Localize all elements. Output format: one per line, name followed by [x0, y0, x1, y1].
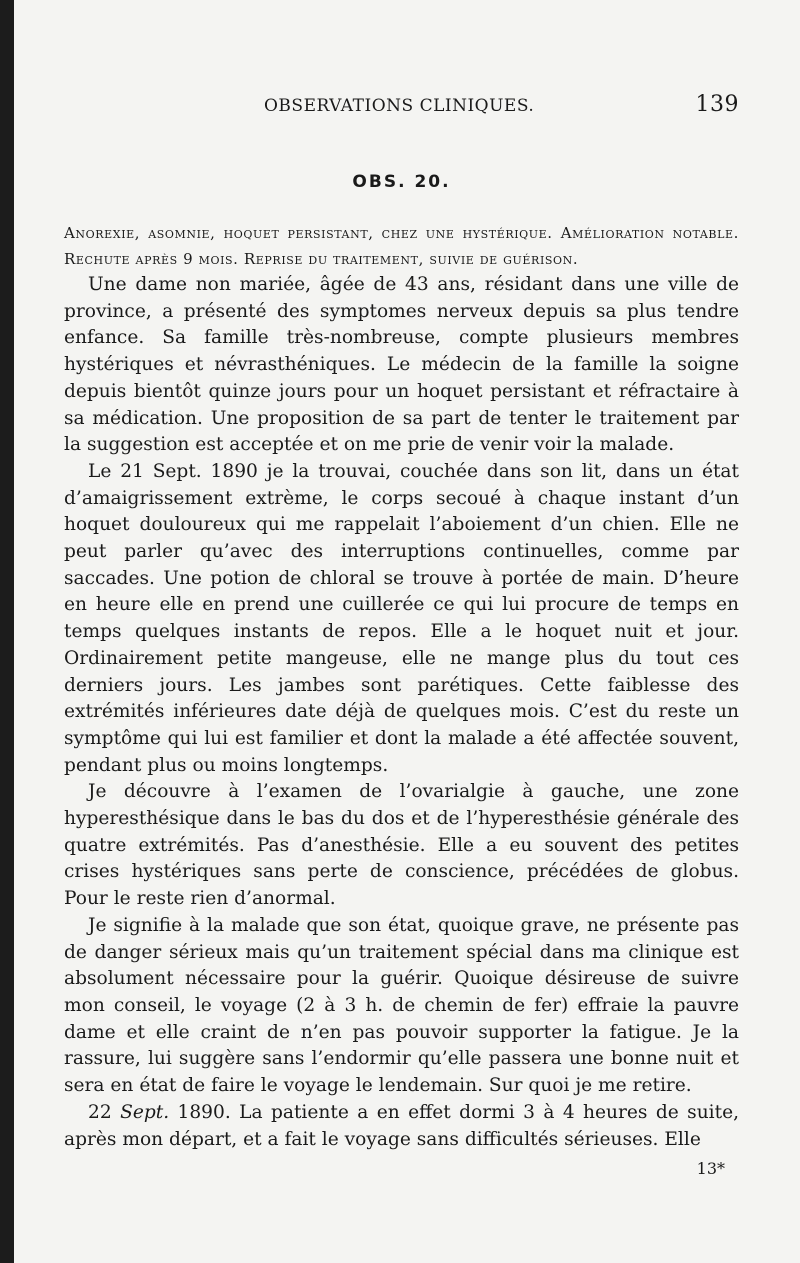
body-paragraph: Une dame non mariée, âgée de 43 ans, résidant dans une ville de province, a présenté des symptomes nerveux depuis sa plus tendre enfance. Sa famille très-nombreuse, compte plusieurs membres hystériques et névrasthéniques. Le médecin de la famille la soigne depuis bientôt quinze jours pour un hoquet persistant et réfractaire à sa médication. Une proposition de sa part de tenter le traitement par la suggestion est acceptée et on me prie de venir voir la malade. — [64, 274, 739, 456]
body-paragraph-dated — [64, 1100, 739, 1153]
observation-number: OBS. 20. — [352, 172, 451, 192]
observation-summary: Anorexie, asomnie, hoquet persistant, chez une hystérique. Amélioration notable. Rechute après 9 mois. Reprise du traitement, suivie de guérison. — [64, 224, 739, 268]
entry-month: Sept. — [120, 1101, 170, 1123]
page-content — [64, 88, 739, 1178]
book-page — [14, 0, 800, 1263]
page-number: 139 — [695, 92, 739, 117]
entry-day: 22 — [88, 1101, 112, 1123]
body-paragraph: Le 21 Sept. 1890 je la trouvai, couchée dans son lit, dans un état d’amaigrissement extrème, le corps secoué à chaque instant d’un hoquet douloureux qui me rappelait l’aboiement d’un chien. Elle ne peut parler qu’avec des interruptions continuelles, comme par saccades. Une potion de chloral se trouve à portée de main. D’heure en heure elle en prend une cuillerée ce qui lui procure de temps en temps quelques instants de repos. Elle a le hoquet nuit et jour. Ordinairement petite mangeuse, elle ne mange plus du tout ces derniers jours. Les jambes sont parétiques. Cette faiblesse des extrémités inférieures date déjà de quelques mois. C’est du reste un symptôme qui lui est familier et dont la malade a été affectée souvent, pendant plus ou moins longtemps. — [64, 460, 739, 776]
body-paragraph: Je découvre à l’examen de l’ovarialgie à gauche, une zone hyperesthésique dans le bas du dos et de l’hyperesthésie générale des quatre extrémités. Pas d’anesthésie. Elle a eu souvent des petites crises hystériques sans perte de conscience, précédées de globus. Pour le reste rien d’anormal. — [64, 781, 739, 910]
signature-mark: 13* — [696, 1159, 725, 1179]
body-paragraph: Je signifie à la malade que son état, quoique grave, ne présente pas de danger sérieux mais qu’un traitement spécial dans ma clinique est absolument nécessaire pour la guérir. Quoique désireuse de suivre mon conseil, le voyage (2 à 3 h. de chemin de fer) effraie la pauvre dame et elle craint de n’en pas pouvoir supporter la fatigue. Je la rassure, lui suggère sans l’endormir qu’elle passera une bonne nuit et sera en état de faire le voyage le lendemain. Sur quoi je me retire. — [64, 914, 739, 1097]
running-title: OBSERVATIONS CLINIQUES. — [264, 96, 535, 116]
entry-text: 1890. La patiente a en effet dormi 3 à 4 heures de suite, après mon départ, et a fait le voyage sans difficultés sérieuses. Elle — [64, 1101, 739, 1150]
page-header — [64, 88, 739, 128]
